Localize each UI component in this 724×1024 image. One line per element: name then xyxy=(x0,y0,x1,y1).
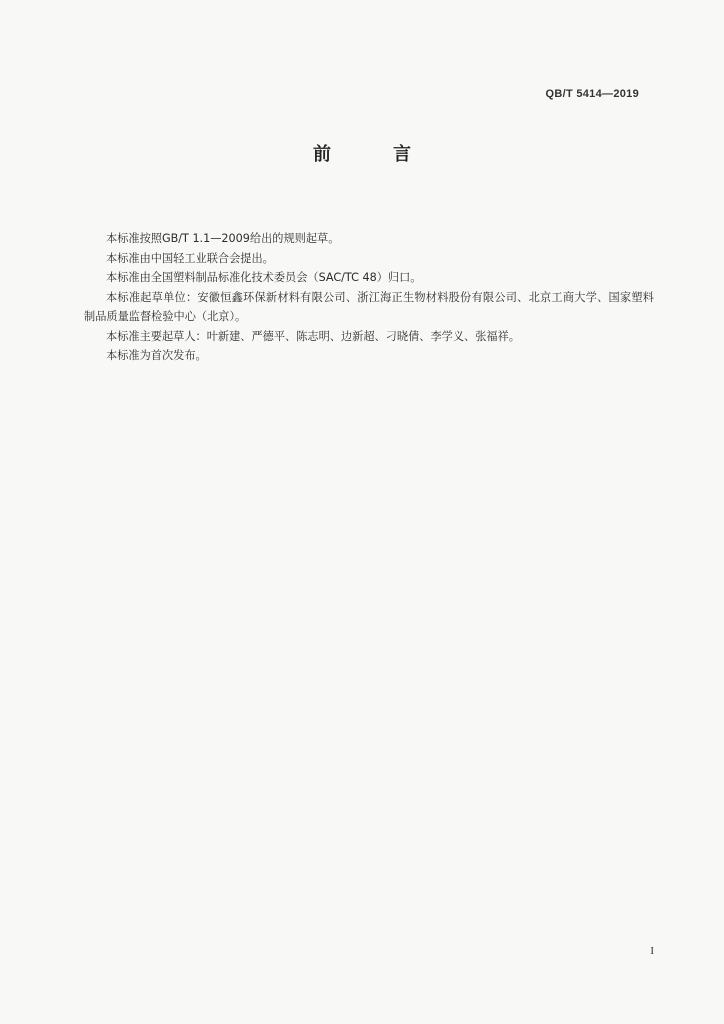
paragraph-technical-committee: 本标准由全国塑料制品标准化技术委员会（SAC/TC 48）归口。 xyxy=(106,271,422,284)
paragraph-first-release: 本标准为首次发布。 xyxy=(106,349,207,362)
foreword-body xyxy=(84,229,654,366)
paragraph-drafting-units: 本标准起草单位：安徽恒鑫环保新材料有限公司、浙江海正生物材料股份有限公司、北京工商大学、国家塑料制品质量监督检验中心（北京）。 xyxy=(84,290,654,323)
paragraph-drafting-rules: 本标准按照GB/T 1.1—2009给出的规则起草。 xyxy=(106,232,340,245)
paragraph-proposer: 本标准由中国轻工业联合会提出。 xyxy=(106,251,274,265)
paragraph-drafters: 本标准主要起草人：叶新建、严德平、陈志明、边新超、刁晓倩、李学义、张福祥。 xyxy=(106,329,520,343)
page-number: I xyxy=(650,945,654,957)
standard-code: QB/T 5414—2019 xyxy=(545,88,639,100)
page-title: 前 言 xyxy=(313,144,433,165)
